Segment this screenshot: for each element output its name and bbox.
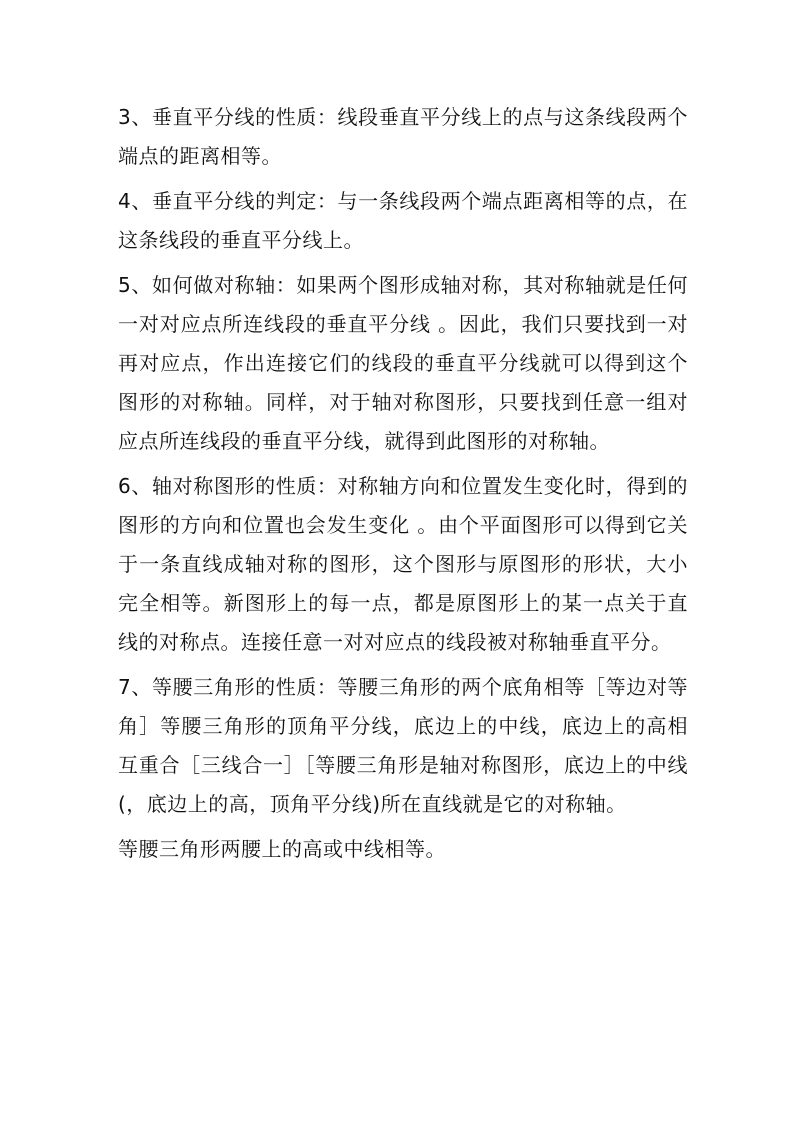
paragraph-perpendicular-bisector-property: 3、垂直平分线的性质：线段垂直平分线上的点与这条线段两个端点的距离相等。 xyxy=(118,105,688,168)
paragraph-perpendicular-bisector-criterion: 4、垂直平分线的判定：与一条线段两个端点距离相等的点，在这条线段的垂直平分线上。 xyxy=(118,189,688,252)
paragraph-how-to-draw-axis: 5、如何做对称轴：如果两个图形成轴对称，其对称轴就是任何一对对应点所连线段的垂直平分线 。因此，我们只要找到一对再对应点，作出连接它们的线段的垂直平分线就可以得到这个图形的对称轴。同样，对于轴对称图形，只要找到任意一组对应点所连线段的垂直平分线，就得到此图形的对称轴。 xyxy=(118,273,688,453)
paragraph-isosceles-triangle-properties: 7、等腰三角形的性质：等腰三角形的两个底角相等［等边对等角］等腰三角形的顶角平分线，底边上的中线，底边上的高相互重合［三线合一］［等腰三角形是轴对称图形，底边上的中线(，底边上的高，顶角平分线)所在直线就是它的对称轴。 xyxy=(118,675,688,816)
paragraph-isosceles-heights-medians: 等腰三角形两腰上的高或中线相等。 xyxy=(118,837,446,861)
document-body xyxy=(118,98,688,875)
paragraph-axial-symmetry-properties: 6、轴对称图形的性质：对称轴方向和位置发生变化时，得到的图形的方向和位置也会发生变化 。由个平面图形可以得到它关于一条直线成轴对称的图形，这个图形与原图形的形状，大小完全相等。新图形上的每一点，都是原图形上的某一点关于直线的对称点。连接任意一对对应点的线段被对称轴垂直平分。 xyxy=(118,474,688,654)
